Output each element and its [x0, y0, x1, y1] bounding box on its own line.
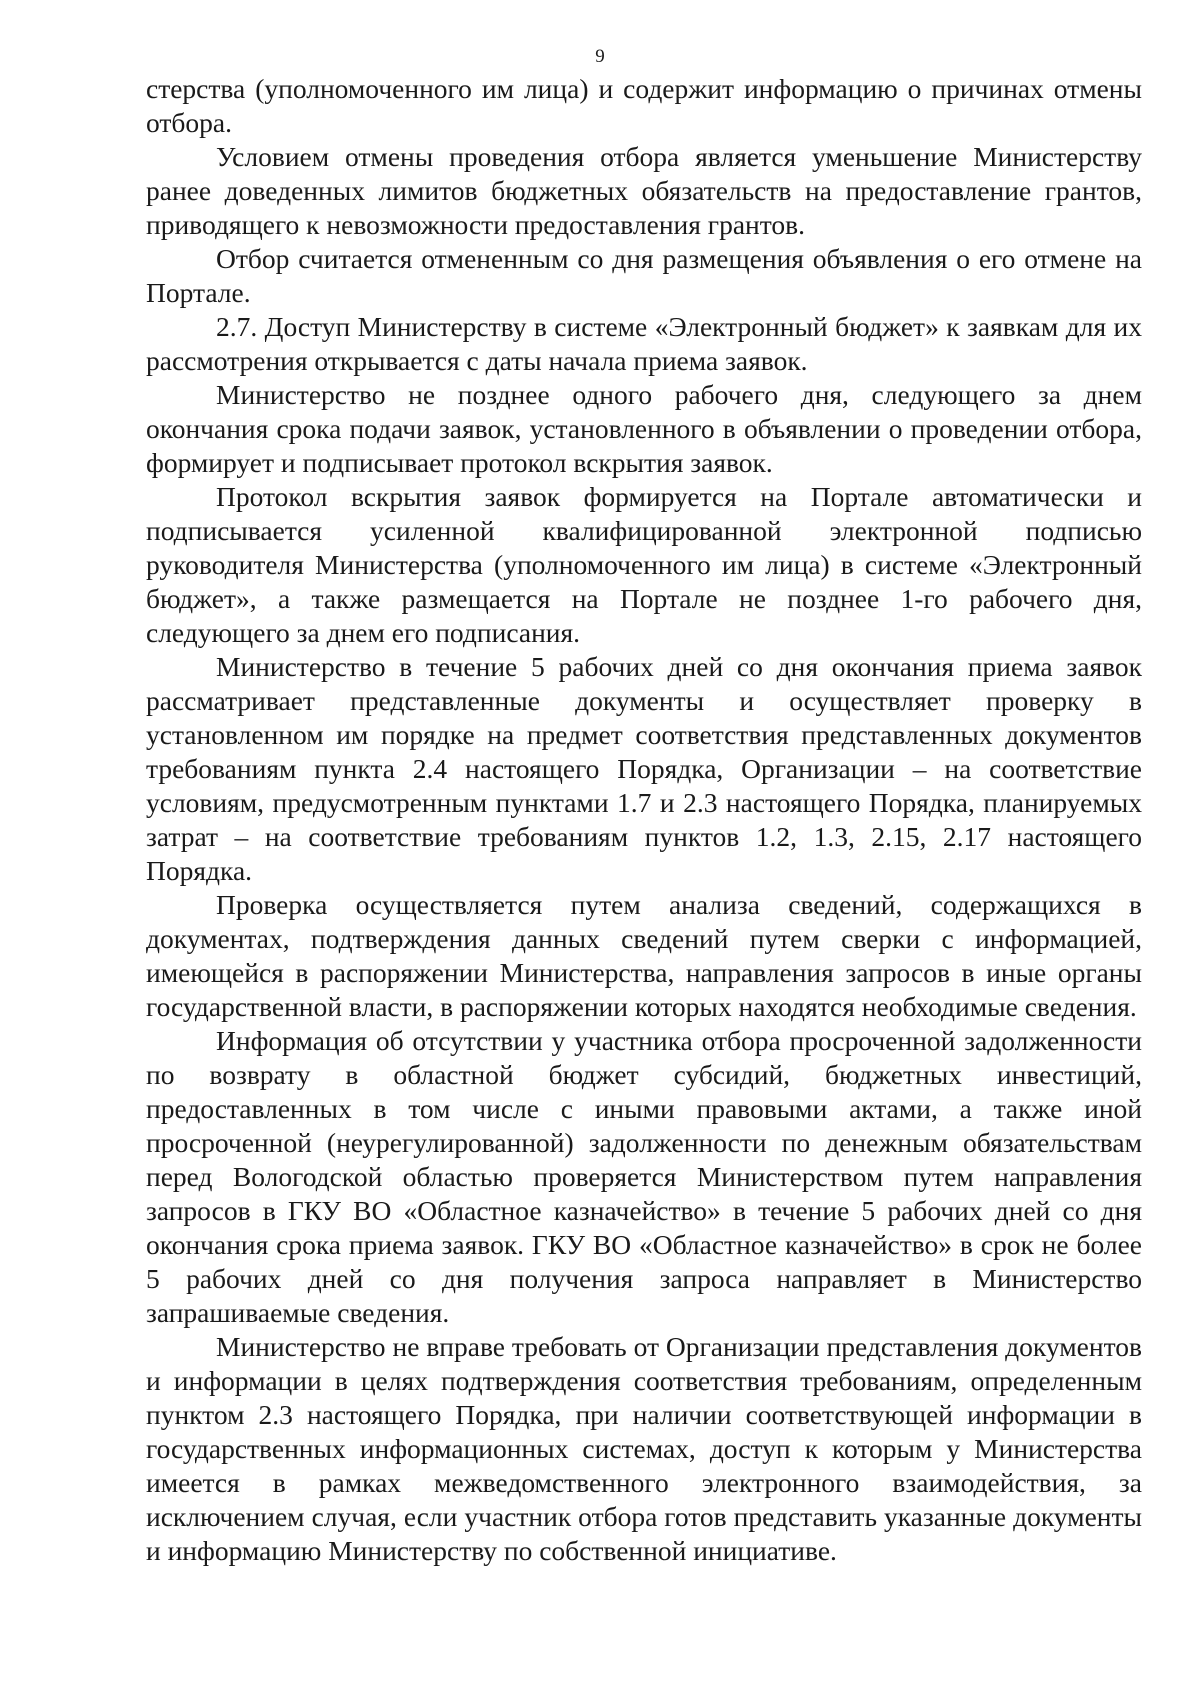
paragraph-debt-check: Информация об отсутствии у участника отбора просроченной задолженности по возврату в областной бюджет субсидий, бюджетных инвестиций, предоставленных в том числе с иными правовыми актами, а также иной просроченной (неурегулированной) задолженности по денежным обязательствам перед Вологодской областью проверяется Министерством путем направления запросов в ГКУ ВО «Областное казначейство» в течение 5 рабочих дней со дня окончания срока приема заявок. ГКУ ВО «Областное казначейство» в срок не более 5 рабочих дней со дня получения запроса направляет в Министерство запрашиваемые сведения.: [146, 1025, 1142, 1328]
page-number: 9: [595, 46, 605, 67]
paragraph-continuation: стерства (уполномоченного им лица) и содержит информацию о причинах отмены отбора.: [146, 73, 1142, 138]
paragraph-document-review: Министерство в течение 5 рабочих дней со дня окончания приема заявок рассматривает представленные документы и осуществляет проверку в установленном им порядке на предмет соответствия представленных документов требованиям пункта 2.4 настоящего Порядка, Организации – на соответствие условиям, предусмотренным пунктами 1.7 и 2.3 настоящего Порядка, планируемых затрат – на соответствие требованиям пунктов 1.2, 1.3, 2.15, 2.17 настоящего Порядка.: [146, 651, 1142, 886]
paragraph-protocol-signing: Протокол вскрытия заявок формируется на Портале автоматически и подписывается усиленной квалифицированной электронной подписью руководителя Министерства (уполномоченного им лица) в системе «Электронный бюджет», а также размещается на Портале не позднее 1-го рабочего дня, следующего за днем его подписания.: [146, 481, 1142, 648]
paragraph-section-2-7: 2.7. Доступ Министерству в системе «Электронный бюджет» к заявкам для их рассмотрения открывается с даты начала приема заявок.: [146, 311, 1142, 376]
document-body: [146, 72, 1142, 1568]
paragraph-opening-protocol: Министерство не позднее одного рабочего дня, следующего за днем окончания срока подачи заявок, установленного в объявлении о проведении отбора, формирует и подписывает протокол вскрытия заявок.: [146, 379, 1142, 478]
paragraph-cancellation-date: Отбор считается отмененным со дня размещения объявления о его отмене на Портале.: [146, 243, 1142, 308]
paragraph-verification: Проверка осуществляется путем анализа сведений, содержащихся в документах, подтверждения данных сведений путем сверки с информацией, имеющейся в распоряжении Министерства, направления запросов в иные органы государственной власти, в распоряжении которых находятся необходимые сведения.: [146, 889, 1142, 1022]
paragraph-cancellation-condition: Условием отмены проведения отбора является уменьшение Министерству ранее доведенных лимитов бюджетных обязательств на предоставление грантов, приводящего к невозможности предоставления грантов.: [146, 141, 1142, 240]
paragraph-document-requirements: Министерство не вправе требовать от Организации представления документов и информации в целях подтверждения соответствия требованиям, определенным пунктом 2.3 настоящего Порядка, при наличии соответствующей информации в государственных информационных системах, доступ к которым у Министерства имеется в рамках межведомственного электронного взаимодействия, за исключением случая, если участник отбора готов представить указанные документы и информацию Министерству по собственной инициативе.: [146, 1331, 1142, 1566]
